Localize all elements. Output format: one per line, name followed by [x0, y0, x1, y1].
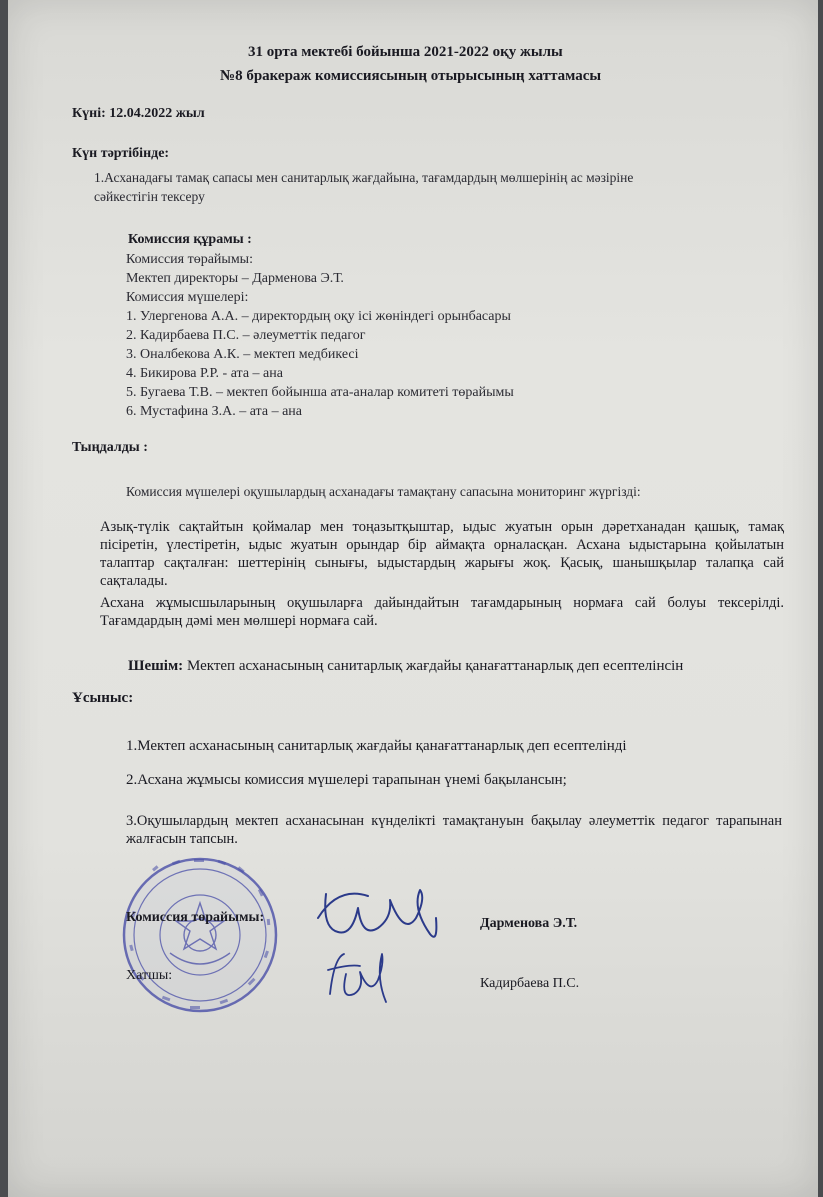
member-item: 4. Бикирова Р.Р. - ата – ана — [126, 366, 283, 381]
signature-chair-name: Дарменова Э.Т. — [480, 916, 578, 931]
official-stamp — [120, 855, 280, 1015]
heard-paragraph-1: Азық-түлік сақтайтын қоймалар мен тоңазытқыштар, ыдыс жуатын орын дәретханадан қашық, тамақ пісіретін, үлестіретін, ыдыс жуатын орындар бір аймақта орналасқан. Асхана ыдыстарына қойылатын талаптар сақталған: шеттерінің сынығы, ыдыстардың жарығы жоқ. Қасық, шанышқылар талапқа сай сақталады. — [100, 519, 784, 589]
proposal-item-2: 2.Асхана жұмысы комиссия мүшелері тарапынан үнемі бақылансын; — [126, 772, 567, 788]
agenda-item-line-1: 1.Асханадағы тамақ сапасы мен санитарлық жағдайына, тағамдардың мөлшерінің ас мәзіріне — [94, 170, 634, 185]
member-item: 6. Мустафина З.А. – ата – ана — [126, 404, 302, 419]
date-line: Күні: 12.04.2022 жыл — [72, 106, 205, 121]
decision-text: Мектеп асханасының санитарлық жағдайы қанағаттанарлық деп есептелінсін — [183, 658, 684, 674]
proposal-item-1: 1.Мектеп асханасының санитарлық жағдайы қанағаттанарлық деп есептелінді — [126, 738, 627, 754]
member-item: 3. Оналбекова А.К. – мектеп медбикесі — [126, 347, 359, 362]
title-line-1: 31 орта мектебі бойынша 2021-2022 оқу жылы — [248, 44, 563, 60]
signature-secretary-name: Кадирбаева П.С. — [480, 976, 580, 991]
heard-heading: Тыңдалды : — [72, 440, 148, 455]
decision-label: Шешім: — [128, 658, 184, 674]
member-item: 1. Улергенова А.А. – директордың оқу ісі жөніндегі орынбасары — [126, 309, 511, 324]
proposal-heading: Ұсыныс: — [72, 690, 134, 706]
commission-heading: Комиссия құрамы : — [128, 232, 252, 247]
member-item: 5. Бугаева Т.В. – мектеп бойынша ата-аналар комитеті төрайымы — [126, 385, 514, 400]
agenda-item-line-2: сәйкестігін тексеру — [94, 189, 205, 204]
chair-line: Мектеп директоры – Дарменова Э.Т. — [126, 271, 344, 286]
document-page — [8, 0, 818, 1197]
signature-secretary-label: Хатшы: — [126, 968, 173, 983]
signature-chair-label: Комиссия төрайымы: — [126, 910, 265, 925]
title-line-2: №8 бракераж комиссиясының отырысының хаттамасы — [220, 68, 602, 84]
members-label: Комиссия мүшелері: — [126, 290, 249, 305]
heard-paragraph-2: Асхана жұмысшыларының оқушыларға дайындайтын тағамдарының нормаға сай болуы тексерілді. Тағамдардың дәмі мен мөлшері нормаға сай. — [100, 595, 784, 629]
heard-intro: Комиссия мүшелері оқушылардың асханадағы тамақтану сапасына мониторинг жүргізді: — [126, 484, 641, 499]
proposal-item-3: 3.Оқушылардың мектеп асханасынан күнделікті тамақтануын бақылау әлеуметтік педагог тарапынан жалғасын тапсын. — [126, 813, 782, 847]
agenda-heading: Күн тәртібінде: — [72, 146, 170, 161]
secretary-signature — [320, 944, 400, 1008]
chair-signature — [308, 878, 448, 950]
chair-label: Комиссия төрайымы: — [126, 252, 253, 267]
decision-line — [128, 658, 683, 675]
member-item: 2. Кадирбаева П.С. – әлеуметтік педагог — [126, 328, 366, 343]
